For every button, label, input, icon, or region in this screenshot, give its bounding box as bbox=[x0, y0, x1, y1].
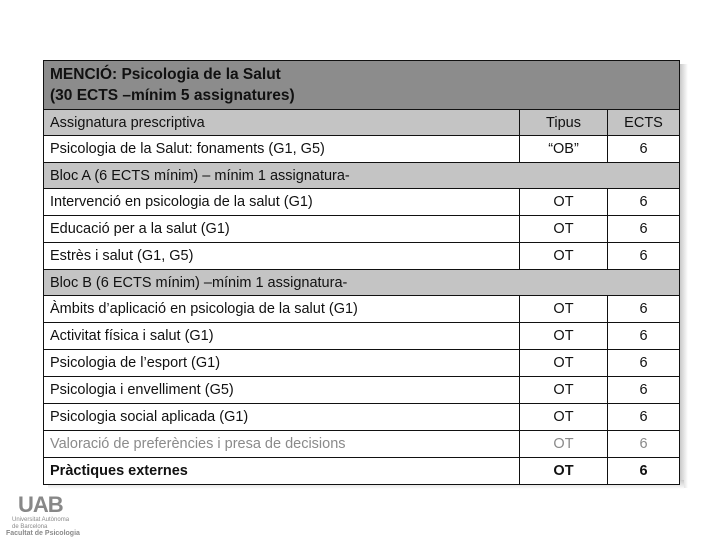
ects-cell: 6 bbox=[608, 189, 680, 216]
section-label-bloc-b: Bloc B (6 ECTS mínim) –mínim 1 assignatura- bbox=[44, 270, 680, 296]
subject-cell: Psicologia i envelliment (G5) bbox=[44, 377, 520, 404]
type-cell: OT bbox=[520, 323, 608, 350]
section-label-bloc-a: Bloc A (6 ECTS mínim) – mínim 1 assignatura- bbox=[44, 163, 680, 189]
subject-cell: Valoració de preferències i presa de decisions bbox=[44, 431, 520, 458]
subject-cell: Pràctiques externes bbox=[44, 458, 520, 485]
logo-mark: UAB bbox=[18, 492, 63, 517]
table-row bbox=[44, 404, 680, 431]
ects-cell: 6 bbox=[608, 136, 680, 163]
table-shadow-right bbox=[680, 64, 688, 488]
title-line-1: MENCIÓ: Psicologia de la Salut bbox=[50, 66, 281, 83]
ects-cell: 6 bbox=[608, 431, 680, 458]
section-row-bloc-a bbox=[44, 163, 680, 189]
type-cell: OT bbox=[520, 189, 608, 216]
type-cell: “OB” bbox=[520, 136, 608, 163]
section-row-bloc-b bbox=[44, 270, 680, 296]
subject-cell: Intervenció en psicologia de la salut (G1) bbox=[44, 189, 520, 216]
table-row bbox=[44, 431, 680, 458]
ects-cell: 6 bbox=[608, 323, 680, 350]
title-row bbox=[44, 61, 680, 110]
ects-cell: 6 bbox=[608, 243, 680, 270]
table-row bbox=[44, 323, 680, 350]
type-cell: OT bbox=[520, 404, 608, 431]
ects-cell: 6 bbox=[608, 377, 680, 404]
table-row bbox=[44, 350, 680, 377]
logo-institution-line-1: Universitat Autònoma bbox=[12, 517, 70, 523]
uab-logo bbox=[6, 490, 126, 538]
table-row bbox=[44, 377, 680, 404]
table-row bbox=[44, 216, 680, 243]
subject-cell: Activitat física i salut (G1) bbox=[44, 323, 520, 350]
subject-cell: Àmbits d’aplicació en psicologia de la salut (G1) bbox=[44, 296, 520, 323]
logo-institution-line-2: de Barcelona bbox=[12, 524, 48, 530]
logo-institution bbox=[12, 517, 92, 531]
ects-cell: 6 bbox=[608, 216, 680, 243]
header-type: Tipus bbox=[520, 110, 608, 136]
subject-cell: Psicologia de l’esport (G1) bbox=[44, 350, 520, 377]
ects-cell: 6 bbox=[608, 296, 680, 323]
table-row bbox=[44, 458, 680, 485]
subject-cell: Psicologia social aplicada (G1) bbox=[44, 404, 520, 431]
ects-cell: 6 bbox=[608, 458, 680, 485]
header-ects: ECTS bbox=[608, 110, 680, 136]
subject-cell: Estrès i salut (G1, G5) bbox=[44, 243, 520, 270]
table-row bbox=[44, 189, 680, 216]
logo-faculty: Facultat de Psicologia bbox=[6, 530, 80, 537]
subject-cell: Educació per a la salut (G1) bbox=[44, 216, 520, 243]
course-table bbox=[43, 60, 680, 485]
ects-cell: 6 bbox=[608, 404, 680, 431]
header-row bbox=[44, 110, 680, 136]
type-cell: OT bbox=[520, 458, 608, 485]
subject-cell: Psicologia de la Salut: fonaments (G1, G5) bbox=[44, 136, 520, 163]
ects-cell: 6 bbox=[608, 350, 680, 377]
table-title bbox=[44, 61, 680, 110]
type-cell: OT bbox=[520, 243, 608, 270]
type-cell: OT bbox=[520, 296, 608, 323]
type-cell: OT bbox=[520, 431, 608, 458]
header-subject: Assignatura prescriptiva bbox=[44, 110, 520, 136]
type-cell: OT bbox=[520, 350, 608, 377]
table-row bbox=[44, 243, 680, 270]
table-row bbox=[44, 136, 680, 163]
type-cell: OT bbox=[520, 377, 608, 404]
type-cell: OT bbox=[520, 216, 608, 243]
title-line-2: (30 ECTS –mínim 5 assignatures) bbox=[50, 87, 295, 104]
table-row bbox=[44, 296, 680, 323]
